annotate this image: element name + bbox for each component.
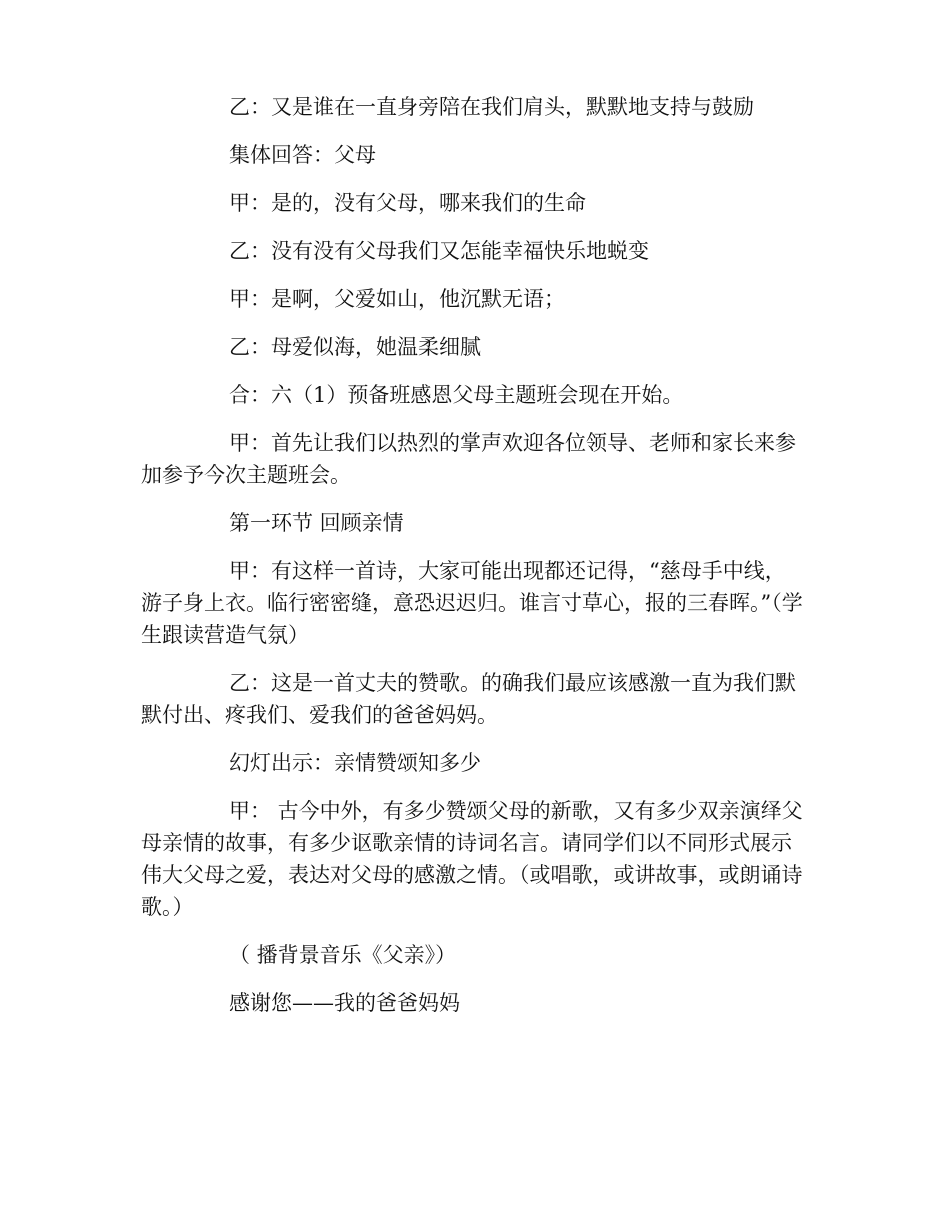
paragraph-group-answer: 集体回答：父母 bbox=[229, 143, 376, 167]
paragraph-dialogue-jia-2: 甲：是啊，父爱如山，他沉默无语； bbox=[229, 287, 565, 311]
paragraph-dialogue-yi-3: 乙：母爱似海，她温柔细腻 bbox=[229, 335, 481, 359]
paragraph-dialogue-jia-1: 甲：是的，没有父母，哪来我们的生命 bbox=[229, 191, 586, 215]
section-heading-review: 第一环节 回顾亲情 bbox=[229, 511, 404, 535]
paragraph-dialogue-yi-2: 乙：没有没有父母我们又怎能幸福快乐地蜕变 bbox=[229, 239, 649, 263]
paragraph-praise: 乙：这是一首丈夫的赞歌。的确我们最应该感激一直为我们默默付出、疼我们、爱我们的爸爸妈妈。 bbox=[141, 671, 796, 727]
paragraph-together-opening: 合：六（1）预备班感恩父母主题班会现在开始。 bbox=[229, 383, 684, 407]
paragraph-welcome: 甲：首先让我们以热烈的掌声欢迎各位领导、老师和家长来参加参予今次主题班会。 bbox=[141, 431, 796, 487]
paragraph-music-cue: （ 播背景音乐《父亲》） bbox=[229, 943, 457, 967]
paragraph-poem: 甲：有这样一首诗，大家可能出现都还记得，“慈母手中线，游子身上衣。临行密密缝，意恐迟迟归。谁言寸草心，报的三春晖。”（学生跟读营造气氛） bbox=[141, 559, 803, 647]
paragraph-activity: 甲： 古今中外，有多少赞颂父母的新歌，又有多少双亲演绎父母亲情的故事，有多少讴歌亲情的诗词名言。请同学们以不同形式展示伟大父母之爱，表达对父母的感激之情。（或唱歌，或讲故事，或朗诵诗歌。） bbox=[141, 799, 803, 919]
paragraph-dialogue-yi-1: 乙：又是谁在一直身旁陪在我们肩头，默默地支持与鼓励 bbox=[229, 95, 754, 119]
paragraph-slide-show: 幻灯出示：亲情赞颂知多少 bbox=[229, 751, 481, 775]
paragraph-thanks-title: 感谢您——我的爸爸妈妈 bbox=[229, 991, 460, 1015]
